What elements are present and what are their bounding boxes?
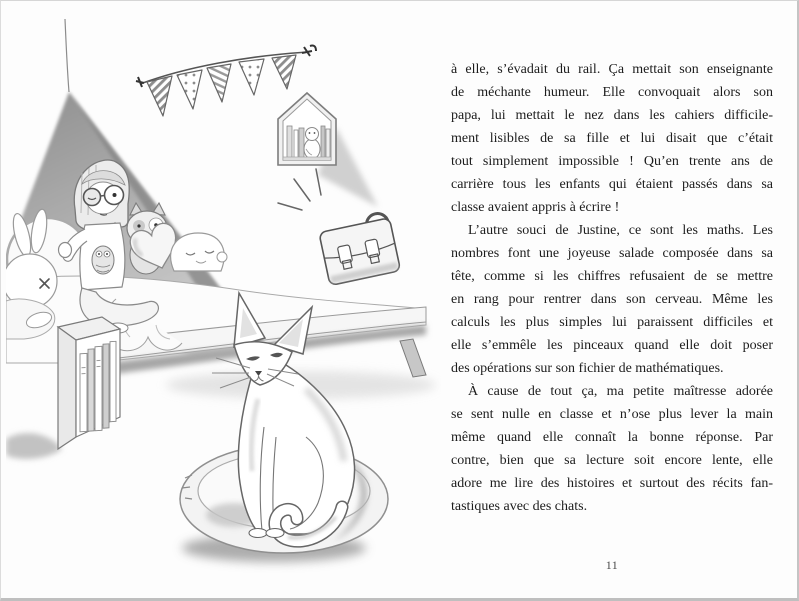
cat-paw <box>266 529 284 538</box>
pennant-flag <box>177 70 202 109</box>
girl-hand <box>59 243 72 258</box>
emphasis-lines <box>278 169 321 210</box>
pennant-flag <box>239 59 264 95</box>
illustration-svg <box>6 7 441 582</box>
page-number: 11 <box>605 558 619 572</box>
text-line: calculs les plus simples lui paraissent difficiles et <box>451 315 773 330</box>
pennant-flag <box>272 55 296 89</box>
text-line: L’autre souci de Justine, ce sont les maths. Les <box>468 223 773 238</box>
owl-print <box>92 246 114 274</box>
paragraph <box>451 380 773 518</box>
text-line: de méchante humeur. Elle convoquait alors son <box>451 85 773 100</box>
text-line: adore me lire des histoires et surtout des récits fan- <box>451 476 773 491</box>
paragraph <box>451 219 773 380</box>
sleeping-plush <box>171 233 227 271</box>
page-text <box>451 58 773 518</box>
text-line: nombres font une joyeuse salade composée dans sa <box>451 246 773 261</box>
text-line: elle s’emmêle les pinceaux quand elle doit poser <box>451 338 773 353</box>
text-line: tête, comme si les chiffres refusaient de se mettre <box>451 269 773 284</box>
text-line: se sent nulle en classe et n’ose plus lever la main <box>451 407 773 422</box>
text-line: même quand elle connaît la bonne réponse. Par <box>451 430 773 445</box>
pennant-flag <box>147 76 172 116</box>
plush-ear <box>217 252 227 262</box>
bunting-banner <box>136 46 316 116</box>
text-line: À cause de tout ça, ma petite maîtresse adorée <box>468 384 773 399</box>
text-line: des opérations sur son fichier de mathématiques. <box>451 361 724 376</box>
text-line: en rang pour rentrer dans son cerveau. Même les <box>451 292 773 307</box>
bed-leg <box>400 339 426 377</box>
text-line: à elle, s’évadait du rail. Ça mettait son enseignante <box>451 62 773 77</box>
pennant-flag <box>207 64 231 102</box>
text-line: contre, bien que sa lecture soit encore lente, elle <box>451 453 773 468</box>
left-page-illustration <box>6 7 441 582</box>
house-shelf <box>278 93 378 207</box>
bookshelf-shadow <box>6 433 62 459</box>
paragraph <box>451 58 773 219</box>
banner-hook-left <box>136 77 144 87</box>
text-line: classe avaient appris à écrire ! <box>451 200 620 215</box>
bird-figurine <box>304 128 320 160</box>
text-line: tastiques avec des chats. <box>451 499 588 514</box>
girl-eye <box>113 193 117 197</box>
text-line: papa, lui mettait le nez dans les cahiers difficile- <box>451 108 773 123</box>
cat-paw <box>249 529 267 538</box>
text-line: tout simplement impossible ! Qu’en trente ans de <box>451 154 773 169</box>
text-line: ment lisibles de sa fille et lui disait que c’était <box>451 131 773 146</box>
shelf-books <box>80 341 116 432</box>
school-satchel <box>278 169 401 286</box>
banner-hook-right <box>302 46 316 56</box>
text-line: carrière tous les enfants qui étaient passés dans sa <box>451 177 773 192</box>
